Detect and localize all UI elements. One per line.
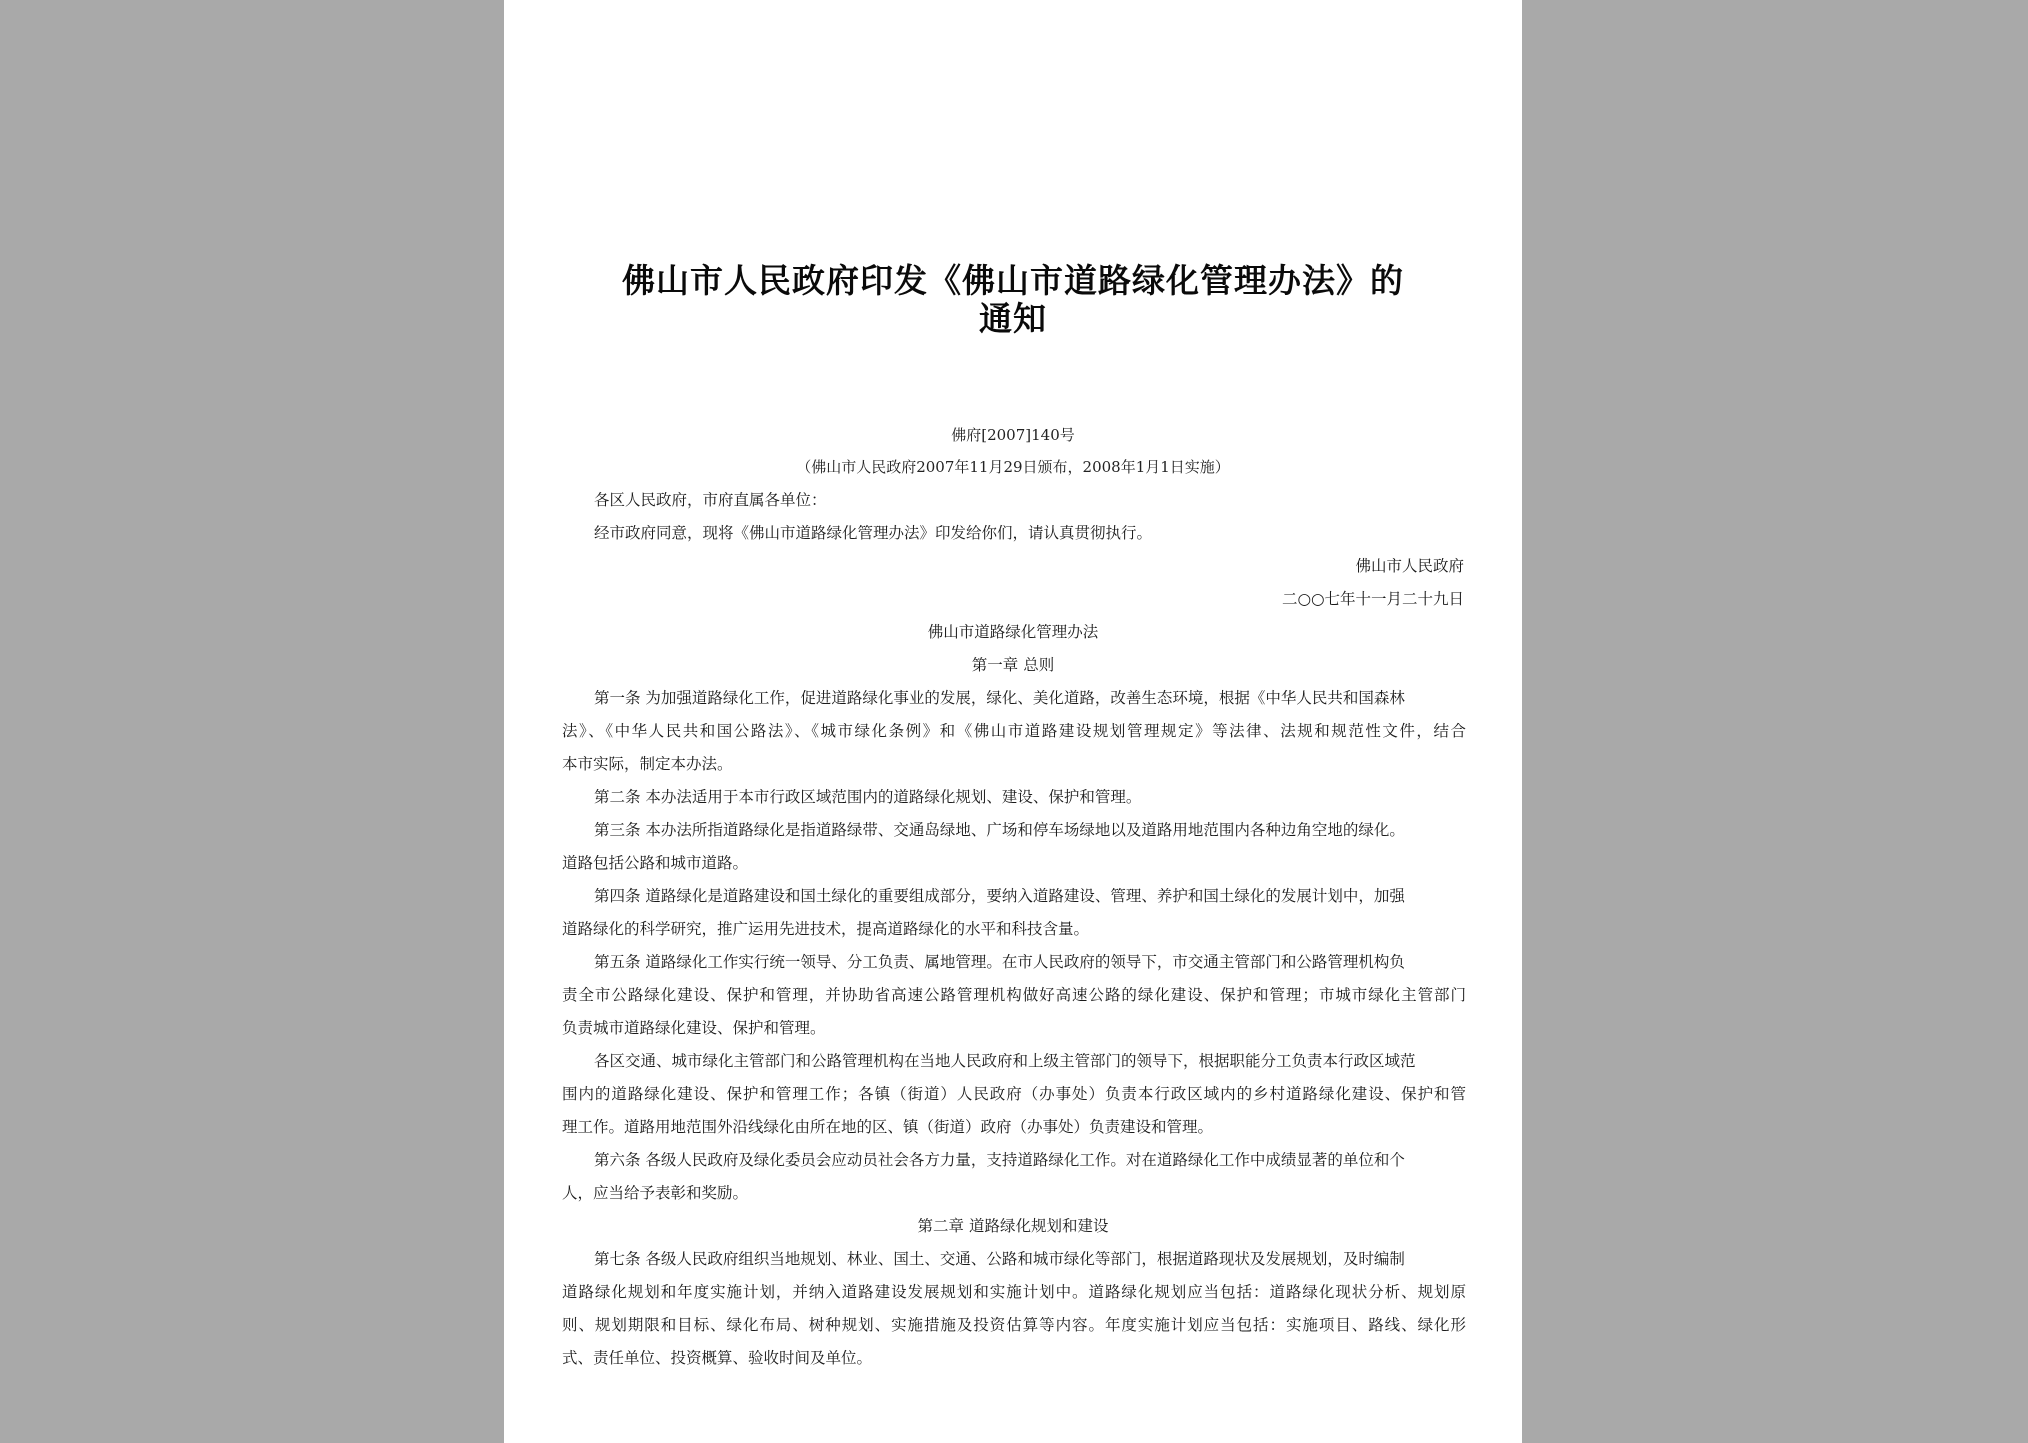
article-5-line-2: 责全市公路绿化建设、保护和管理，并协助省高速公路管理机构做好高速公路的绿化建设、保护和管理；市城市绿化主管部门 — [562, 986, 1466, 1004]
article-5-line-3: 负责城市道路绿化建设、保护和管理。 — [562, 1019, 826, 1037]
chapter-2-heading: 第二章 道路绿化规划和建设 — [917, 1217, 1109, 1235]
article-7-line-3: 则、规划期限和目标、绿化布局、树种规划、实施措施及投资估算等内容。年度实施计划应当包括：实施项目、路线、绿化形 — [562, 1316, 1466, 1334]
title-line-1: 佛山市人民政府印发《佛山市道路绿化管理办法》的 — [622, 261, 1404, 300]
article-3-line-2: 道路包括公路和城市道路。 — [562, 854, 749, 872]
article-5-line-1: 第五条 道路绿化工作实行统一领导、分工负责、属地管理。在市人民政府的领导下，市交通主管部门和公路管理机构负 — [594, 953, 1405, 971]
article-4-line-1: 第四条 道路绿化是道路建设和国土绿化的重要组成部分，要纳入道路建设、管理、养护和国土绿化的发展计划中，加强 — [594, 887, 1405, 905]
article-7-line-2: 道路绿化规划和年度实施计划，并纳入道路建设发展规划和实施计划中。道路绿化规划应当包括：道路绿化现状分析、规划原 — [562, 1283, 1466, 1301]
addressee: 各区人民政府，市府直属各单位： — [594, 491, 827, 509]
measures-title: 佛山市道路绿化管理办法 — [927, 623, 1099, 641]
document-number: 佛府[2007]140号 — [951, 426, 1075, 444]
article-5b-line-1: 各区交通、城市绿化主管部门和公路管理机构在当地人民政府和上级主管部门的领导下，根据职能分工负责本行政区域范 — [594, 1052, 1416, 1070]
article-4-line-2: 道路绿化的科学研究，推广运用先进技术，提高道路绿化的水平和科技含量。 — [562, 920, 1090, 938]
article-5b-line-2: 围内的道路绿化建设、保护和管理工作；各镇（街道）人民政府（办事处）负责本行政区域内的乡村道路绿化建设、保护和管 — [562, 1085, 1466, 1103]
issue-dates: （佛山市人民政府2007年11月29日颁布，2008年1月1日实施） — [796, 458, 1230, 476]
article-2: 第二条 本办法适用于本市行政区域范围内的道路绿化规划、建设、保护和管理。 — [594, 788, 1142, 806]
article-1-line-1: 第一条 为加强道路绿化工作，促进道路绿化事业的发展，绿化、美化道路，改善生态环境，根据《中华人民共和国森林 — [594, 689, 1405, 707]
signature-org: 佛山市人民政府 — [1355, 557, 1464, 575]
article-6-line-1: 第六条 各级人民政府及绿化委员会应动员社会各方力量，支持道路绿化工作。对在道路绿化工作中成绩显著的单位和个 — [594, 1151, 1405, 1169]
title-line-2: 通知 — [979, 299, 1047, 338]
article-7-line-1: 第七条 各级人民政府组织当地规划、林业、国土、交通、公路和城市绿化等部门，根据道路现状及发展规划，及时编制 — [594, 1250, 1405, 1268]
article-1-line-3: 本市实际，制定本办法。 — [562, 755, 733, 773]
document-title — [544, 262, 1482, 338]
article-7-line-4: 式、责任单位、投资概算、验收时间及单位。 — [562, 1349, 873, 1367]
article-5b-line-3: 理工作。道路用地范围外沿线绿化由所在地的区、镇（街道）政府（办事处）负责建设和管理。 — [562, 1118, 1214, 1136]
article-3-line-1: 第三条 本办法所指道路绿化是指道路绿带、交通岛绿地、广场和停车场绿地以及道路用地范围内各种边角空地的绿化。 — [594, 821, 1405, 839]
chapter-1-heading: 第一章 总则 — [971, 656, 1055, 674]
document-page — [504, 0, 1522, 1443]
article-6-line-2: 人，应当给予表彰和奖励。 — [562, 1184, 749, 1202]
article-1-line-2: 法》、《中华人民共和国公路法》、《城市绿化条例》和《佛山市道路建设规划管理规定》等法律、法规和规范性文件，结合 — [562, 722, 1466, 740]
signature-date: 二○○七年十一月二十九日 — [1281, 590, 1464, 608]
notice-text: 经市政府同意，现将《佛山市道路绿化管理办法》印发给你们，请认真贯彻执行。 — [594, 524, 1153, 542]
